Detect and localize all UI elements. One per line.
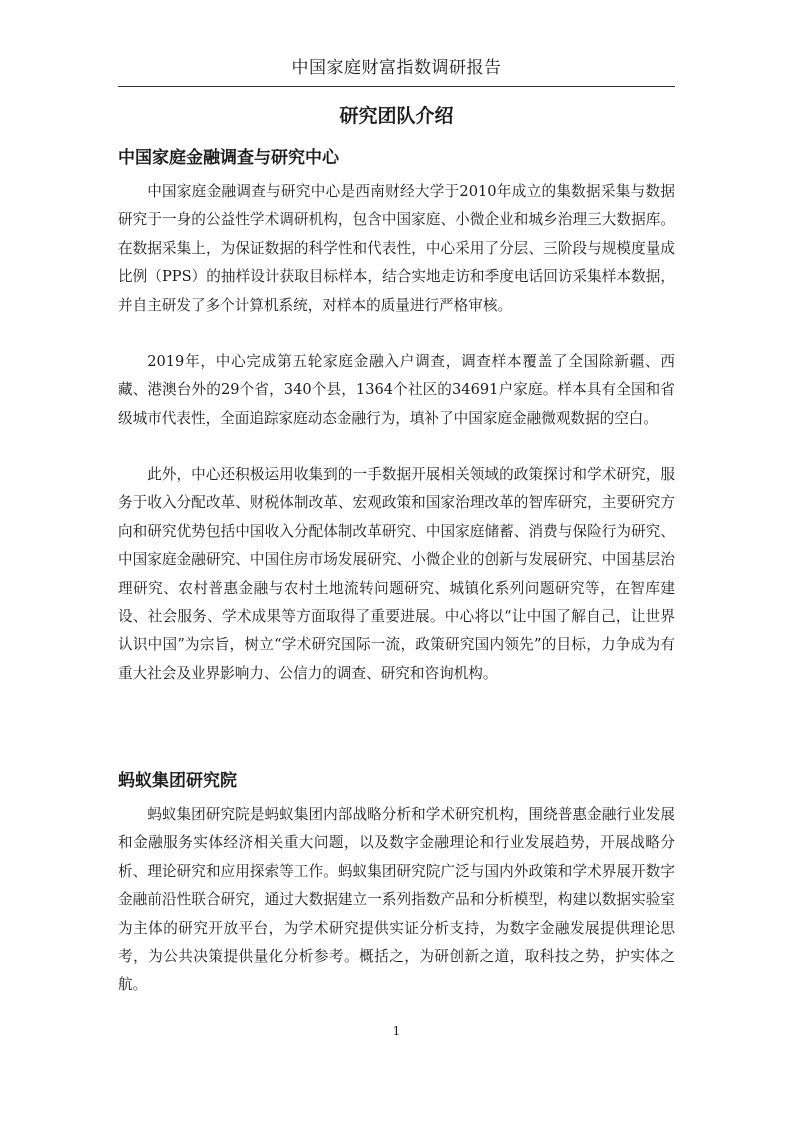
paragraph: 蚂蚁集团研究院是蚂蚁集团内部战略分析和学术研究机构，围绕普惠金融行业发展和金融服务实体经济相关重大问题，以及数字金融理论和行业发展趋势，开展战略分析、理论研究和应用探索等工作。蚂蚁集团研究院广泛与国内外政策和学术界展开数字金融前沿性联合研究，通过大数据建立一系列指数产品和分析模型，构建以数据实验室为主体的研究开放平台，为学术研究提供实证分析支持，为数字金融发展提供理论思考，为公共决策提供量化分析参考。概括之，为研创新之道，取科技之势，护实体之航。 [118,806,675,994]
page-title: 研究团队介绍 [339,105,454,127]
running-header: 中国家庭财富指数调研报告 [291,58,502,78]
page-number: 1 [392,1024,401,1038]
section-heading-ant-research: 蚂蚁集团研究院 [118,771,237,791]
section-heading-chfs: 中国家庭金融调查与研究中心 [118,148,339,168]
paragraph: 2019年，中心完成第五轮家庭金融入户调查，调查样本覆盖了全国除新疆、西藏、港澳台外的29个省，340个县，1364个社区的34691户家庭。样本具有全国和省级城市代表性，全面追踪家庭动态金融行为，填补了中国家庭金融微观数据的空白。 [118,353,675,427]
header-divider [118,86,675,87]
paragraph: 中国家庭金融调查与研究中心是西南财经大学于2010年成立的集数据采集与数据研究于一身的公益性学术调研机构，包含中国家庭、小微企业和城乡治理三大数据库。在数据采集上，为保证数据的科学性和代表性，中心采用了分层、三阶段与规模度量成比例（PPS）的抽样设计获取目标样本，结合实地走访和季度电话回访采集样本数据，并自主研发了多个计算机系统，对样本的质量进行严格审核。 [118,183,675,314]
paragraph: 此外，中心还积极运用收集到的一手数据开展相关领域的政策探讨和学术研究，服务于收入分配改革、财税体制改革、宏观政策和国家治理改革的智库研究，主要研究方向和研究优势包括中国收入分配体制改革研究、中国家庭储蓄、消费与保险行为研究、中国家庭金融研究、中国住房市场发展研究、小微企业的创新与发展研究、中国基层治理研究、农村普惠金融与农村土地流转问题研究、城镇化系列问题研究等，在智库建设、社会服务、学术成果等方面取得了重要进展。中心将以“让中国了解自己，让世界认识中国”为宗旨，树立“学术研究国际一流，政策研究国内领先”的目标，力争成为有重大社会及业界影响力、公信力的调查、研究和咨询机构。 [118,466,675,682]
